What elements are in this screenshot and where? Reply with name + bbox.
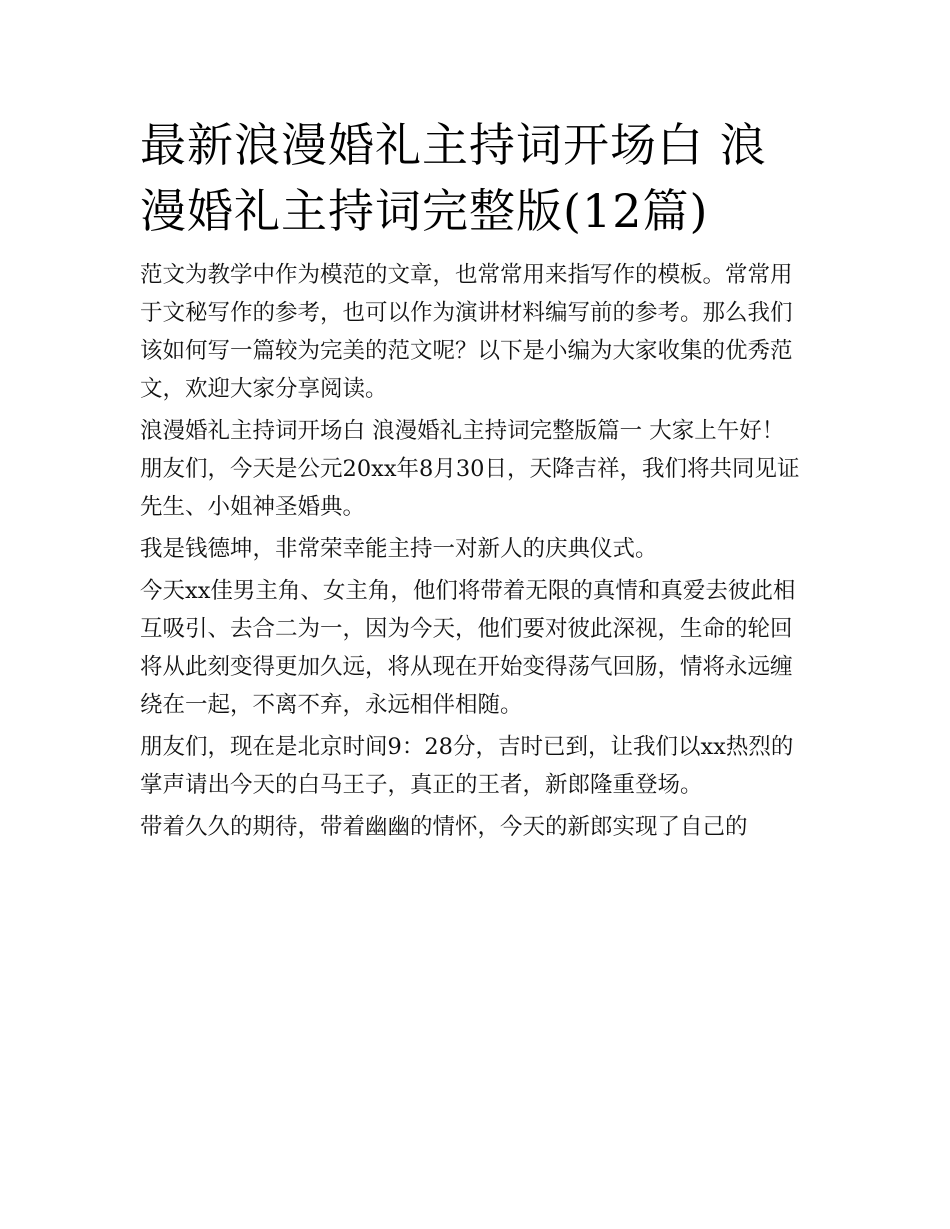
paragraph-continuation: 带着久久的期待，带着幽幽的情怀，今天的新郎实现了自己的 [140,814,748,840]
paragraph-couple: 今天xx佳男主角、女主角，他们将带着无限的真情和真爱去彼此相互吸引、去合二为一，因为今天，他们要对彼此深视，生命的轮回将从此刻变得更加久远，将从现在开始变得荡气回肠，情将永远缠绕在一起，不离不弃，永远相伴相随。 [140,578,796,718]
paragraph-opening: 浪漫婚礼主持词开场白 浪漫婚礼主持词完整版篇一 大家上午好！ 朋友们，今天是公元20xx年8月30日，天降吉祥，我们将共同见证先生、小姐神圣婚典。 [140,418,800,520]
paragraph-intro: 范文为教学中作为模范的文章，也常常用来指写作的模板。常常用于文秘写作的参考，也可以作为演讲材料编写前的参考。那么我们该如何写一篇较为完美的范文呢？以下是小编为大家收集的优秀范文，欢迎大家分享阅读。 [140,262,793,402]
document-body [140,112,812,850]
document-title: 最新浪漫婚礼主持词开场白 浪漫婚礼主持词完整版(12篇) [140,118,767,238]
paragraph-groom-entrance: 朋友们，现在是北京时间9：28分，吉时已到，让我们以xx热烈的掌声请出今天的白马王子，真正的王者，新郎隆重登场。 [140,734,794,798]
paragraph-host-intro: 我是钱德坤，非常荣幸能主持一对新人的庆典仪式。 [140,536,658,562]
